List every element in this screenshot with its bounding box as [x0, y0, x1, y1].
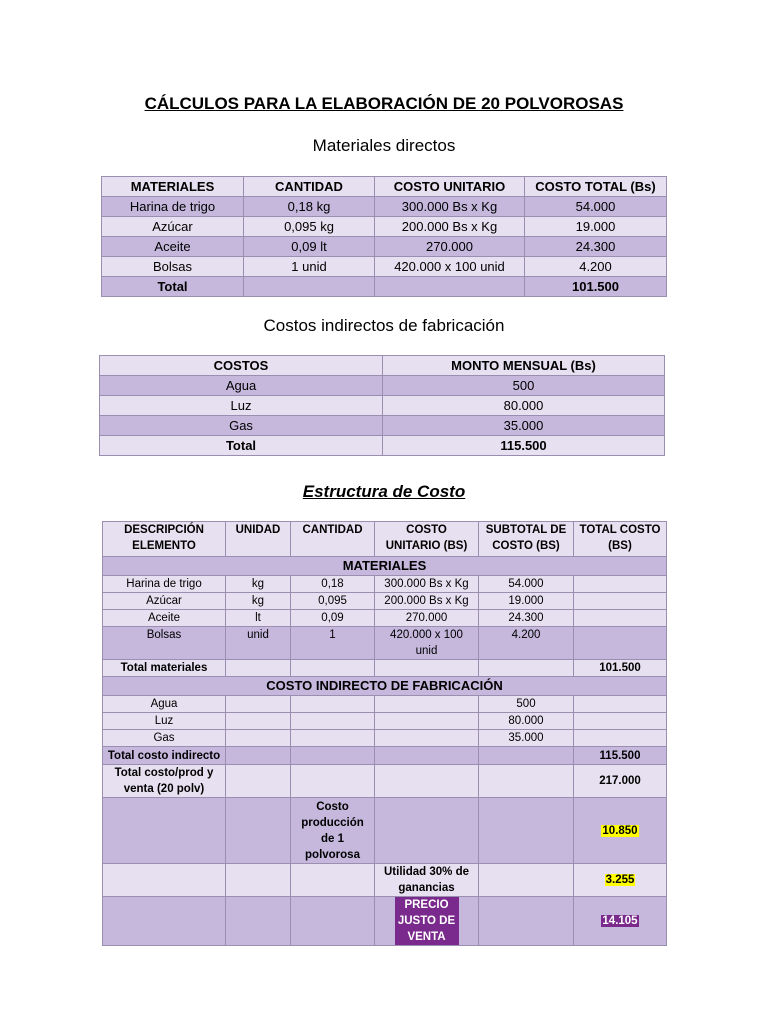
column-header: CANTIDAD [291, 522, 375, 557]
table-cell [574, 864, 667, 897]
table-cell [103, 897, 226, 946]
table-cell [375, 730, 479, 747]
price-label: PRECIO JUSTO DE VENTA [395, 897, 459, 945]
table-cell [574, 576, 667, 593]
table-cell [574, 798, 667, 864]
table-cell [375, 765, 479, 798]
table-row [103, 696, 667, 713]
table-cell: unid [226, 627, 291, 660]
table-cell [226, 660, 291, 677]
column-header: DESCRIPCIÓN ELEMENTO [103, 522, 226, 557]
table-row [100, 416, 665, 436]
total-label: Total [102, 277, 244, 297]
table-row [102, 237, 667, 257]
table-cell: 4.200 [525, 257, 667, 277]
table-cell [574, 730, 667, 747]
unit-cost-value: 10.850 [602, 824, 638, 837]
table-cell: 1 unid [244, 257, 375, 277]
total-label: Total materiales [103, 660, 226, 677]
table-cell [479, 897, 574, 946]
table-cell [574, 696, 667, 713]
table-cell [226, 765, 291, 798]
table-cell [291, 696, 375, 713]
table-cell [291, 713, 375, 730]
table-cell: Bolsas [102, 257, 244, 277]
profit-value: 3.255 [605, 874, 635, 886]
price-value: 14.105 [602, 915, 638, 927]
section-heading-costos-indirectos: Costos indirectos de fabricación [263, 316, 505, 335]
table-cell: Azúcar [102, 217, 244, 237]
table-cell: 1 [291, 627, 375, 660]
table-cell [226, 730, 291, 747]
table-cell [291, 747, 375, 765]
table-row [100, 396, 665, 416]
table-row [103, 713, 667, 730]
column-header: COSTOS [100, 356, 383, 376]
table-cell: 420.000 x 100 unid [375, 257, 525, 277]
table-cell: Agua [103, 696, 226, 713]
table-cell [574, 593, 667, 610]
table-row [103, 897, 667, 946]
table-cell [291, 765, 375, 798]
table-header-row [100, 356, 665, 376]
total-value: 217.000 [574, 765, 667, 798]
table-cell [479, 798, 574, 864]
table-cell: 0,18 kg [244, 197, 375, 217]
table-row [100, 376, 665, 396]
materiales-directos-table [101, 176, 667, 297]
table-cell [291, 730, 375, 747]
table-row [103, 730, 667, 747]
total-label: Total costo indirecto [103, 747, 226, 765]
table-cell: 19.000 [525, 217, 667, 237]
section-row-costo-indirecto [103, 677, 667, 696]
table-cell: 54.000 [479, 576, 574, 593]
table-row [103, 610, 667, 627]
column-header: CANTIDAD [244, 177, 375, 197]
table-cell: 300.000 Bs x Kg [375, 576, 479, 593]
column-header: UNIDAD [226, 522, 291, 557]
table-cell [574, 627, 667, 660]
table-cell [479, 660, 574, 677]
column-header: SUBTOTAL DE COSTO (BS) [479, 522, 574, 557]
table-cell: 4.200 [479, 627, 574, 660]
table-row [102, 197, 667, 217]
table-row [103, 864, 667, 897]
column-header: COSTO TOTAL (Bs) [525, 177, 667, 197]
table-cell: Harina de trigo [103, 576, 226, 593]
section-heading-materiales-directos: Materiales directos [312, 136, 456, 155]
total-label: Total [100, 436, 383, 456]
table-cell: Azúcar [103, 593, 226, 610]
total-value: 101.500 [525, 277, 667, 297]
table-cell: 420.000 x 100 unid [375, 627, 479, 660]
table-cell: 300.000 Bs x Kg [375, 197, 525, 217]
total-value: 115.500 [383, 436, 665, 456]
table-total-row [100, 436, 665, 456]
table-cell [226, 713, 291, 730]
table-cell [479, 747, 574, 765]
section-heading-estructura-de-costo: Estructura de Costo [302, 482, 466, 501]
table-total-row [103, 765, 667, 798]
table-cell: Gas [100, 416, 383, 436]
table-cell: Luz [103, 713, 226, 730]
table-cell [226, 864, 291, 897]
unit-cost-label: Costo producción de 1 polvorosa [291, 798, 375, 864]
table-cell: 500 [383, 376, 665, 396]
table-cell: 0,09 [291, 610, 375, 627]
table-cell: 35.000 [479, 730, 574, 747]
table-cell [291, 864, 375, 897]
table-cell: Gas [103, 730, 226, 747]
table-total-row [102, 277, 667, 297]
table-cell: 200.000 Bs x Kg [375, 593, 479, 610]
section-label: MATERIALES [103, 557, 667, 576]
table-cell: kg [226, 576, 291, 593]
table-cell [375, 798, 479, 864]
table-cell: Bolsas [103, 627, 226, 660]
table-cell: 0,09 lt [244, 237, 375, 257]
table-cell: kg [226, 593, 291, 610]
table-cell: 19.000 [479, 593, 574, 610]
table-cell: Luz [100, 396, 383, 416]
costos-indirectos-table [99, 355, 665, 456]
table-cell: 0,095 [291, 593, 375, 610]
table-cell: 54.000 [525, 197, 667, 217]
table-cell: Agua [100, 376, 383, 396]
table-cell [244, 277, 375, 297]
table-cell [226, 798, 291, 864]
table-cell: 0,18 [291, 576, 375, 593]
table-row [102, 217, 667, 237]
table-cell [291, 897, 375, 946]
table-header-row [103, 522, 667, 557]
table-cell: Aceite [102, 237, 244, 257]
total-value: 115.500 [574, 747, 667, 765]
table-cell: 35.000 [383, 416, 665, 436]
section-label: COSTO INDIRECTO DE FABRICACIÓN [103, 677, 667, 696]
table-cell [574, 610, 667, 627]
table-header-row [102, 177, 667, 197]
table-cell [103, 798, 226, 864]
table-cell [103, 864, 226, 897]
column-header: COSTO UNITARIO [375, 177, 525, 197]
table-cell: 0,095 kg [244, 217, 375, 237]
table-row [103, 627, 667, 660]
table-cell [291, 660, 375, 677]
table-cell [226, 747, 291, 765]
table-cell: 270.000 [375, 237, 525, 257]
table-cell: 80.000 [383, 396, 665, 416]
table-row [103, 576, 667, 593]
table-cell [574, 897, 667, 946]
table-cell: 500 [479, 696, 574, 713]
table-cell: 24.300 [525, 237, 667, 257]
table-cell [375, 696, 479, 713]
column-header: MATERIALES [102, 177, 244, 197]
table-cell: Aceite [103, 610, 226, 627]
table-row [103, 593, 667, 610]
table-cell [479, 765, 574, 798]
table-row [102, 257, 667, 277]
total-value: 101.500 [574, 660, 667, 677]
section-row-materiales [103, 557, 667, 576]
table-row [103, 798, 667, 864]
table-cell [226, 897, 291, 946]
table-cell: 24.300 [479, 610, 574, 627]
column-header: TOTAL COSTO (BS) [574, 522, 667, 557]
table-cell [574, 713, 667, 730]
column-header: MONTO MENSUAL (Bs) [383, 356, 665, 376]
table-cell [226, 696, 291, 713]
table-cell: lt [226, 610, 291, 627]
column-header: COSTO UNITARIO (BS) [375, 522, 479, 557]
table-cell: 80.000 [479, 713, 574, 730]
table-cell: Harina de trigo [102, 197, 244, 217]
table-cell [479, 864, 574, 897]
total-label: Total costo/prod y venta (20 polv) [103, 765, 226, 798]
table-total-row [103, 660, 667, 677]
estructura-de-costo-table [102, 521, 667, 946]
table-cell: 270.000 [375, 610, 479, 627]
profit-label: Utilidad 30% de ganancias [375, 864, 479, 897]
table-cell [375, 660, 479, 677]
table-cell [375, 747, 479, 765]
table-cell [375, 713, 479, 730]
table-cell [375, 897, 479, 946]
page-title: CÁLCULOS PARA LA ELABORACIÓN DE 20 POLVOROSAS [144, 94, 624, 113]
table-total-row [103, 747, 667, 765]
table-cell: 200.000 Bs x Kg [375, 217, 525, 237]
table-cell [375, 277, 525, 297]
